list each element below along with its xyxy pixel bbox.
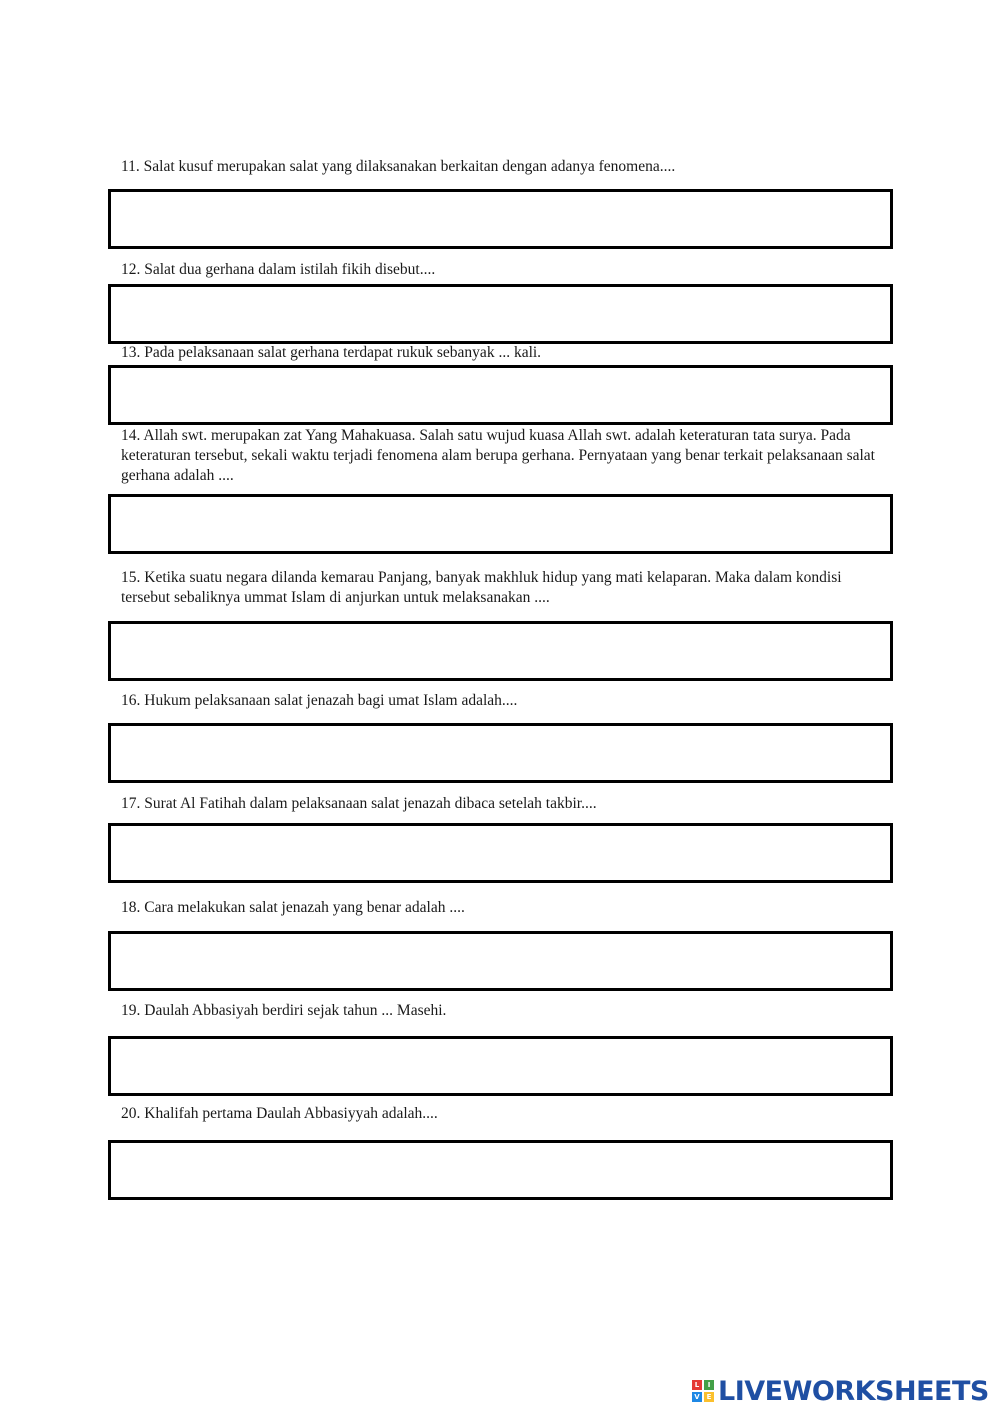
answer-19-input[interactable]	[108, 1036, 893, 1096]
answer-20-input[interactable]	[108, 1140, 893, 1200]
answer-13-input[interactable]	[108, 365, 893, 425]
answer-16-input[interactable]	[108, 723, 893, 783]
logo-mark-letter-e: E	[704, 1392, 714, 1402]
question-20-text: 20. Khalifah pertama Daulah Abbasiyyah adalah....	[121, 1105, 438, 1122]
answer-12-input[interactable]	[108, 284, 893, 344]
liveworksheets-logo-text: LIVEWORKSHEETS	[718, 1375, 989, 1407]
question-18-text: 18. Cara melakukan salat jenazah yang benar adalah ....	[121, 899, 465, 916]
answer-14-input[interactable]	[108, 494, 893, 554]
logo-mark-letter-i: I	[704, 1380, 714, 1390]
answer-17-input[interactable]	[108, 823, 893, 883]
answer-11-input[interactable]	[108, 189, 893, 249]
answer-18-input[interactable]	[108, 931, 893, 991]
answer-15-input[interactable]	[108, 621, 893, 681]
question-14-text: 14. Allah swt. merupakan zat Yang Mahakuasa. Salah satu wujud kuasa Allah swt. adalah keteraturan tata surya. Pada keteraturan tersebut, sekali waktu terjadi fenomena alam berupa gerhana. Pernyataan yang benar terkait pelaksanaan salat gerhana adalah ....	[121, 427, 875, 484]
logo-mark-letter-l: L	[692, 1380, 702, 1390]
question-19-text: 19. Daulah Abbasiyah berdiri sejak tahun ... Masehi.	[121, 1002, 447, 1019]
liveworksheets-logo	[692, 1373, 989, 1409]
question-11-text: 11. Salat kusuf merupakan salat yang dilaksanakan berkaitan dengan adanya fenomena....	[121, 158, 676, 175]
question-17-text: 17. Surat Al Fatihah dalam pelaksanaan salat jenazah dibaca setelah takbir....	[121, 795, 597, 812]
logo-mark-letter-v: V	[692, 1392, 702, 1402]
liveworksheets-logo-icon	[692, 1380, 714, 1402]
question-16-text: 16. Hukum pelaksanaan salat jenazah bagi umat Islam adalah....	[121, 692, 518, 709]
question-15-text: 15. Ketika suatu negara dilanda kemarau Panjang, banyak makhluk hidup yang mati kelaparan. Maka dalam kondisi tersebut sebaliknya ummat Islam di anjurkan untuk melaksanakan ....	[121, 569, 842, 606]
question-12-text: 12. Salat dua gerhana dalam istilah fikih disebut....	[121, 261, 436, 278]
question-13-text: 13. Pada pelaksanaan salat gerhana terdapat rukuk sebanyak ... kali.	[121, 344, 542, 361]
